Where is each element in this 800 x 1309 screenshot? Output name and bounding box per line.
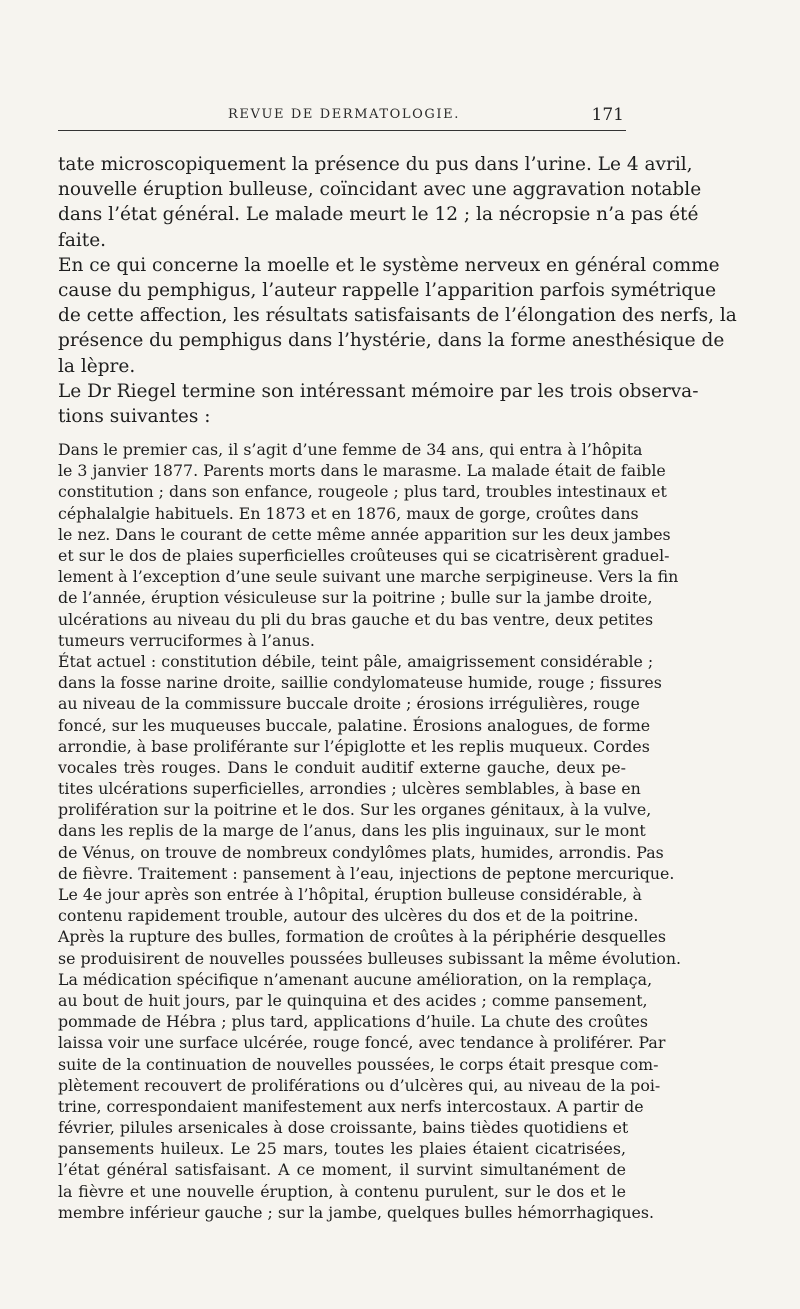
text-line: de fièvre. Traitement : pansement à l’eau, injections de peptone mercurique. — [58, 863, 675, 883]
header-rule — [58, 130, 626, 131]
body-text — [58, 152, 737, 1223]
observation-paragraphs — [58, 439, 682, 1223]
text-line: Dans le premier cas, il s’agit d’une femme de 34 ans, qui entra à l’hôpita — [58, 440, 643, 460]
text-line: contenu rapidement trouble, autour des ulcères du dos et de la poitrine. — [58, 906, 639, 926]
text-line: l’état général satisfaisant. A ce moment, il survint simultanément de — [58, 1160, 626, 1180]
text-line: trine, correspondaient manifestement aux nerfs intercostaux. A partir de — [58, 1096, 644, 1116]
text-line: constitution ; dans son enfance, rougeole ; plus tard, troubles intestinaux et — [58, 482, 667, 502]
text-line: et sur le dos de plaies superficielles croûteuses qui se cicatrisèrent graduel- — [58, 546, 670, 565]
main-paragraphs — [58, 152, 737, 429]
text-line: ulcérations au niveau du pli du bras gauche et du bas ventre, deux petites — [58, 609, 654, 629]
text-line: la lèpre. — [58, 355, 136, 377]
text-line: au bout de huit jours, par le quinquina et des acides ; comme pansement, — [58, 990, 648, 1010]
running-head: REVUE DE DERMATOLOGIE. — [228, 107, 460, 122]
text-line: vocales très rouges. Dans le conduit auditif externe gauche, deux pe- — [58, 757, 626, 777]
text-line: nouvelle éruption bulleuse, coïncidant avec une aggravation notable — [58, 179, 702, 201]
text-line: plètement recouvert de proliférations ou d’ulcères qui, au niveau de la poi- — [58, 1075, 661, 1095]
text-line: La médication spécifique n’amenant aucune amélioration, on la remplaça, — [58, 969, 653, 989]
text-line: Le 4e jour après son entrée à l’hôpital, éruption bulleuse considérable, à — [58, 885, 642, 904]
text-line: tites ulcérations superficielles, arrondies ; ulcères semblables, à base en — [58, 779, 641, 799]
text-line: foncé, sur les muqueuses buccale, palatine. Érosions analogues, de forme — [58, 715, 651, 735]
text-line: de l’année, éruption vésiculeuse sur la poitrine ; bulle sur la jambe droite, — [58, 588, 653, 608]
text-line: céphalalgie habituels. En 1873 et en 1876, maux de gorge, croûtes dans — [58, 503, 639, 523]
page-header — [58, 102, 626, 128]
text-line: se produisirent de nouvelles poussées bulleuses subissant la même évolution. — [58, 948, 682, 968]
text-line: tumeurs verruciformes à l’anus. — [58, 630, 315, 650]
text-line: le 3 janvier 1877. Parents morts dans le marasme. La malade était de faible — [58, 461, 666, 481]
text-line: cause du pemphigus, l’auteur rappelle l’apparition parfois symétrique — [58, 279, 717, 301]
text-line: février, pilules arsenicales à dose croissante, bains tièdes quotidiens et — [58, 1118, 629, 1138]
page-number: 171 — [591, 105, 624, 125]
text-line: Le Dr Riegel termine son intéressant mémoire par les trois observa- — [58, 380, 699, 402]
text-line: tate microscopiquement la présence du pus dans l’urine. Le 4 avril, — [58, 154, 693, 175]
text-line: membre inférieur gauche ; sur la jambe, quelques bulles hémorrhagiques. — [58, 1202, 654, 1222]
text-line: pommade de Hébra ; plus tard, applications d’huile. La chute des croûtes — [58, 1012, 648, 1032]
text-line: Après la rupture des bulles, formation de croûtes à la périphérie desquelles — [58, 927, 666, 947]
text-line: arrondie, à base proliférante sur l’épiglotte et les replis muqueux. Cordes — [58, 736, 650, 756]
text-line: En ce qui concerne la moelle et le système nerveux en général comme — [58, 254, 720, 276]
text-line: de cette affection, les résultats satisfaisants de l’élongation des nerfs, la — [58, 305, 737, 327]
text-line: laissa voir une surface ulcérée, rouge foncé, avec tendance à proliférer. Par — [58, 1033, 666, 1053]
text-line: suite de la continuation de nouvelles poussées, le corps était presque com- — [58, 1054, 659, 1074]
text-line: prolifération sur la poitrine et le dos. Sur les organes génitaux, à la vulve, — [58, 800, 652, 820]
text-line: dans la fosse narine droite, saillie condylomateuse humide, rouge ; fissures — [58, 673, 662, 693]
text-line: le nez. Dans le courant de cette même année apparition sur les deux jambes — [58, 524, 671, 544]
text-line: dans l’état général. Le malade meurt le 12 ; la nécropsie n’a pas été — [58, 204, 699, 226]
text-line: présence du pemphigus dans l’hystérie, dans la forme anesthésique de — [58, 330, 725, 352]
text-line: faite. — [58, 229, 107, 251]
text-line: tions suivantes : — [58, 405, 211, 427]
text-line: de Vénus, on trouve de nombreux condylômes plats, humides, arrondis. Pas — [58, 842, 664, 862]
text-line: lement à l’exception d’une seule suivant une marche serpigineuse. Vers la fin — [58, 567, 679, 587]
text-line: dans les replis de la marge de l’anus, dans les plis inguinaux, sur le mont — [58, 821, 646, 841]
text-line: la fièvre et une nouvelle éruption, à contenu purulent, sur le dos et le — [58, 1181, 626, 1201]
text-line: pansements huileux. Le 25 mars, toutes les plaies étaient cicatrisées, — [58, 1139, 626, 1159]
text-line: État actuel : constitution débile, teint pâle, amaigrissement considérable ; — [58, 651, 654, 671]
text-line: au niveau de la commissure buccale droite ; érosions irrégulières, rouge — [58, 694, 640, 714]
